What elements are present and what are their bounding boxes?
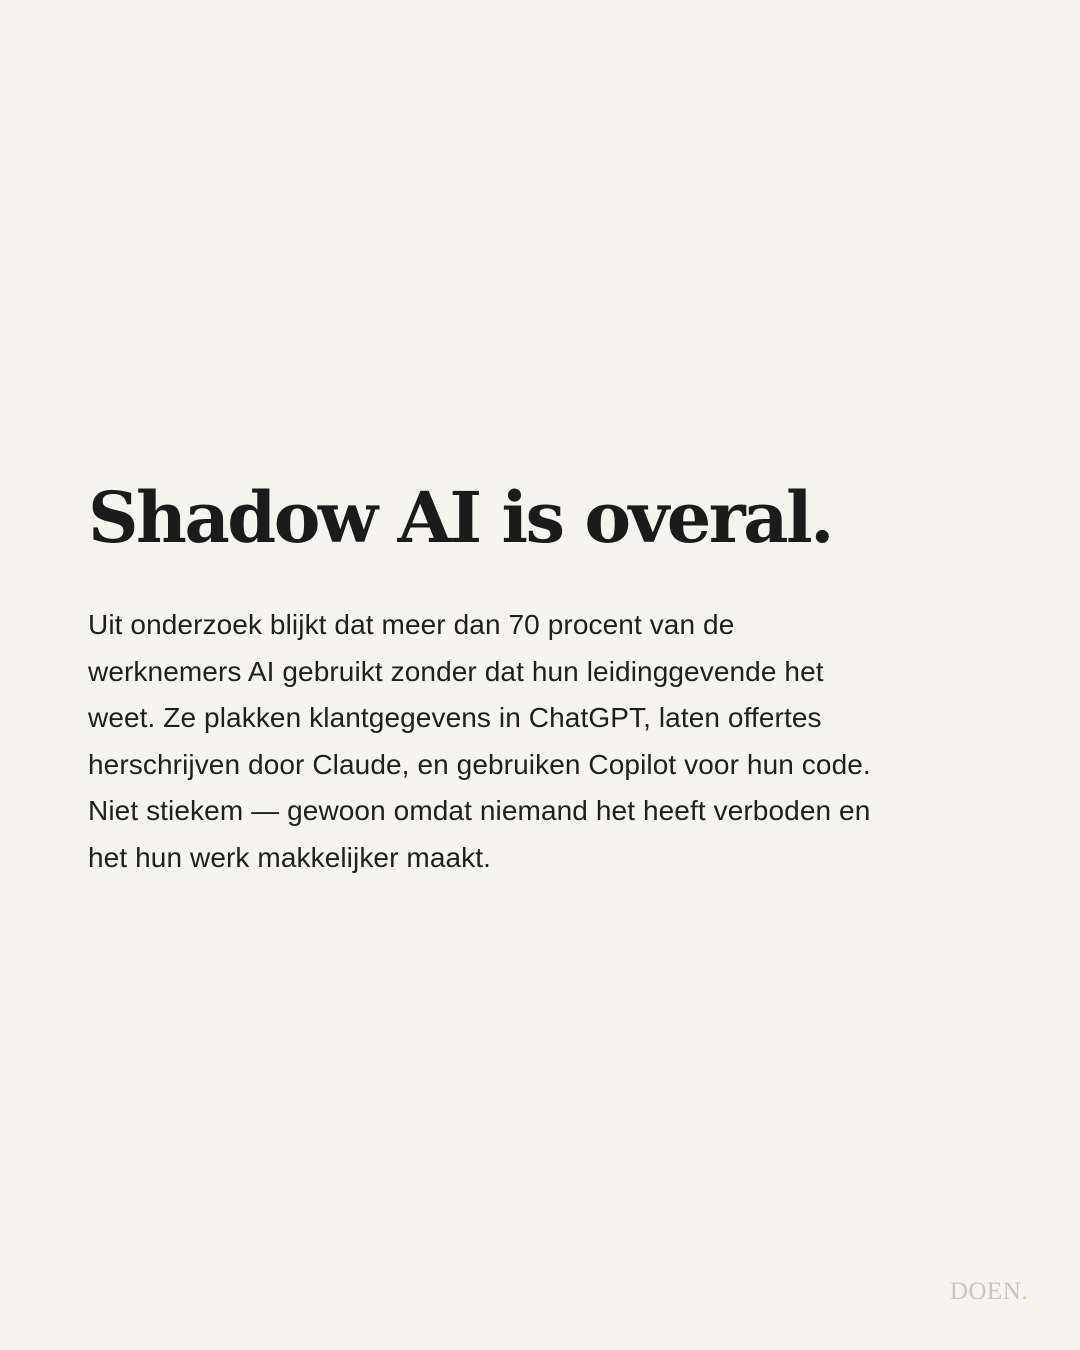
brand-logo (950, 1278, 1028, 1306)
logo-dot: . (1021, 1278, 1028, 1305)
body-line: herschrijven door Claude, en gebruiken Copilot voor hun code. (88, 748, 871, 780)
body-paragraph (88, 602, 1008, 882)
body-line: werknemers AI gebruikt zonder dat hun leidinggevende het (88, 655, 824, 687)
body-line: Uit onderzoek blijkt dat meer dan 70 procent van de (88, 609, 735, 640)
body-line: weet. Ze plakken klantgegevens in ChatGPT, laten offertes (88, 702, 822, 734)
body-line: Niet stiekem — gewoon omdat niemand het heeft verboden en (88, 795, 871, 827)
headline: Shadow AI is overal. (88, 476, 832, 559)
body-line: het hun werk makkelijker maakt. (88, 841, 492, 873)
slide-content (88, 476, 1008, 882)
logo-text: DOEN (949, 1278, 1022, 1305)
